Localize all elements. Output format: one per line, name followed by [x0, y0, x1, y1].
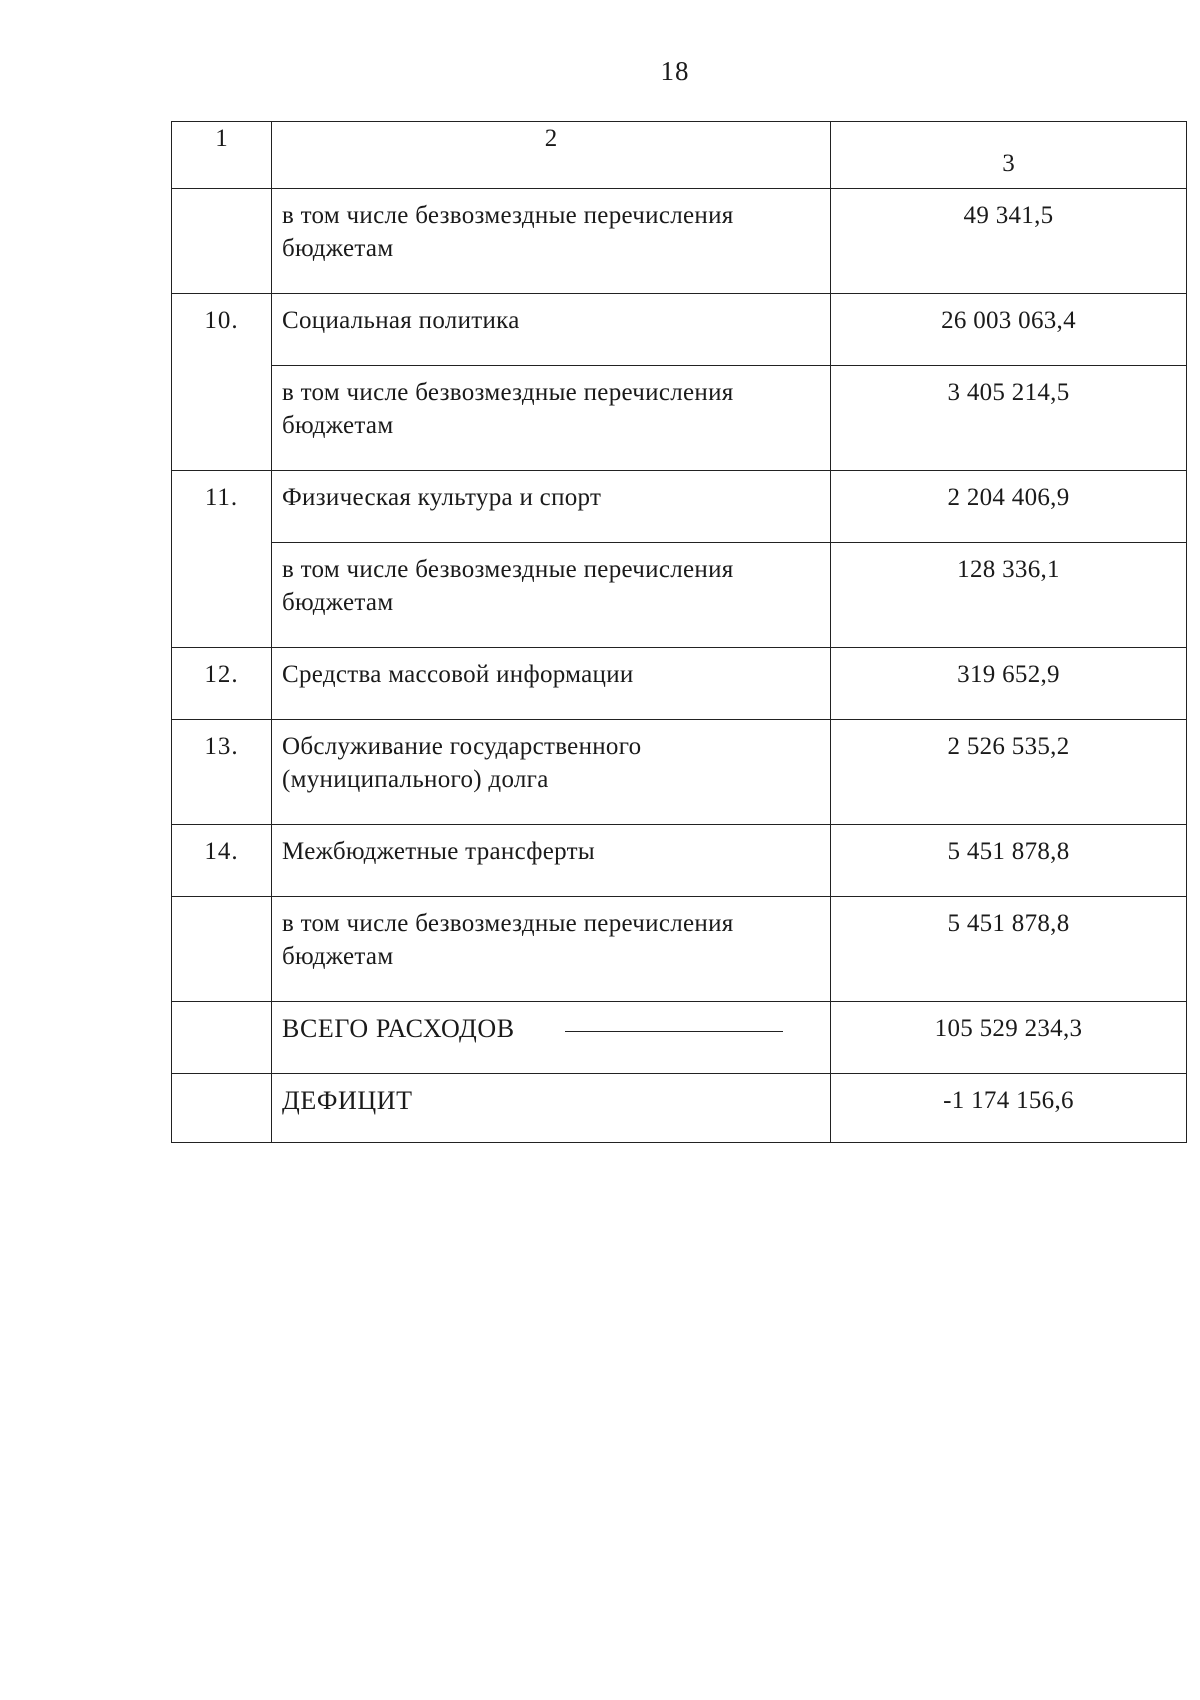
row-number [172, 1002, 272, 1074]
table-row [172, 366, 1187, 471]
row-number: 11. [172, 471, 272, 648]
row-name: в том числе безвозмездные перечисления бюджетам [272, 189, 831, 294]
row-value: 49 341,5 [831, 189, 1187, 294]
row-number: 13. [172, 720, 272, 825]
row-value: 5 451 878,8 [831, 825, 1187, 897]
table-row [172, 897, 1187, 1002]
row-number [172, 897, 272, 1002]
table-row [172, 189, 1187, 294]
row-value: 3 405 214,5 [831, 366, 1187, 471]
row-name: в том числе безвозмездные перечисления бюджетам [272, 366, 831, 471]
table-row [172, 720, 1187, 825]
row-name: ДЕФИЦИТ [272, 1074, 831, 1143]
row-number: 12. [172, 648, 272, 720]
row-value: 319 652,9 [831, 648, 1187, 720]
row-name: в том числе безвозмездные перечисления бюджетам [272, 897, 831, 1002]
row-number: 10. [172, 294, 272, 471]
page-number: 18 [660, 56, 690, 86]
row-value: 5 451 878,8 [831, 897, 1187, 1002]
table-header-row [172, 122, 1187, 189]
row-name: в том числе безвозмездные перечисления бюджетам [272, 543, 831, 648]
row-name: Социальная политика [272, 294, 831, 366]
column-header-2: 2 [272, 122, 831, 189]
column-header-1: 1 [172, 122, 272, 189]
row-name: Обслуживание государственного (муниципального) долга [272, 720, 831, 825]
row-name: Межбюджетные трансферты [272, 825, 831, 897]
budget-table [171, 121, 1187, 1143]
row-name: ВСЕГО РАСХОДОВ [272, 1002, 831, 1074]
row-name: Средства массовой информации [272, 648, 831, 720]
column-header-3: 3 [831, 122, 1187, 189]
row-value: 2 204 406,9 [831, 471, 1187, 543]
table-row [172, 471, 1187, 543]
end-of-document-rule [565, 1031, 783, 1032]
row-value: 26 003 063,4 [831, 294, 1187, 366]
table-row-deficit [172, 1074, 1187, 1143]
row-value: 128 336,1 [831, 543, 1187, 648]
table-row-total-expenses [172, 1002, 1187, 1074]
table-row [172, 825, 1187, 897]
row-name: Физическая культура и спорт [272, 471, 831, 543]
row-value: 2 526 535,2 [831, 720, 1187, 825]
table-row [172, 648, 1187, 720]
row-value: -1 174 156,6 [831, 1074, 1187, 1143]
row-number [172, 1074, 272, 1143]
row-value: 105 529 234,3 [831, 1002, 1187, 1074]
row-number: 14. [172, 825, 272, 897]
row-number [172, 189, 272, 294]
table-row [172, 294, 1187, 366]
table-row [172, 543, 1187, 648]
